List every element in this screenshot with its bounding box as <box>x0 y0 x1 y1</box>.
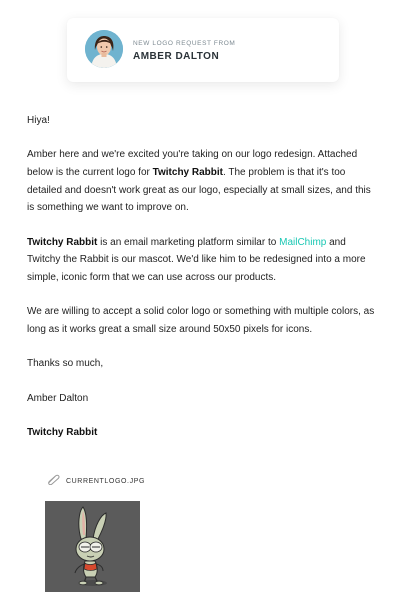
request-kicker: NEW LOGO REQUEST FROM <box>133 40 236 47</box>
attachment-filename: CURRENTLOGO.JPG <box>66 477 146 485</box>
signature-company-bold: Twitchy Rabbit <box>27 426 98 438</box>
company-name-bold: Twitchy Rabbit <box>152 166 223 178</box>
closing: Thanks so much, <box>27 358 104 370</box>
paragraph-2 <box>27 234 377 287</box>
avatar <box>85 30 123 68</box>
paragraph-2-text-b: and Twitchy the Rabbit is our mascot. We'd like him to be redesigned into a more simple, iconic form that we can use across our products. <box>27 236 366 283</box>
signature-company <box>27 424 377 442</box>
paragraph-1 <box>27 146 377 216</box>
paperclip-icon <box>46 472 60 490</box>
attachment-thumbnail[interactable] <box>45 501 140 592</box>
paragraph-1-text-a: Amber here and we're excited you're taking on our logo redesign. Attached below is the current logo for <box>27 149 358 178</box>
message-body <box>27 112 377 458</box>
greeting: Hiya! <box>27 115 50 126</box>
sender-name: AMBER DALTON <box>133 51 220 62</box>
attachment-link[interactable] <box>46 474 145 488</box>
mailchimp-link[interactable]: MailChimp <box>279 236 327 248</box>
paragraph-1-text-b: . The problem is that it's too detailed and doesn't work great as our logo, especially at small sizes, and this is something we want to improve on. <box>27 166 371 214</box>
paragraph-2-text-a: is an email marketing platform similar to <box>97 236 280 248</box>
sender-card <box>67 18 339 82</box>
company-name-bold: Twitchy Rabbit <box>27 236 98 248</box>
signature-name: Amber Dalton <box>27 392 89 404</box>
paragraph-3: We are willing to accept a solid color logo or something with multiple colors, as long as it works great a small size around 50x50 pixels for icons. <box>27 306 375 335</box>
